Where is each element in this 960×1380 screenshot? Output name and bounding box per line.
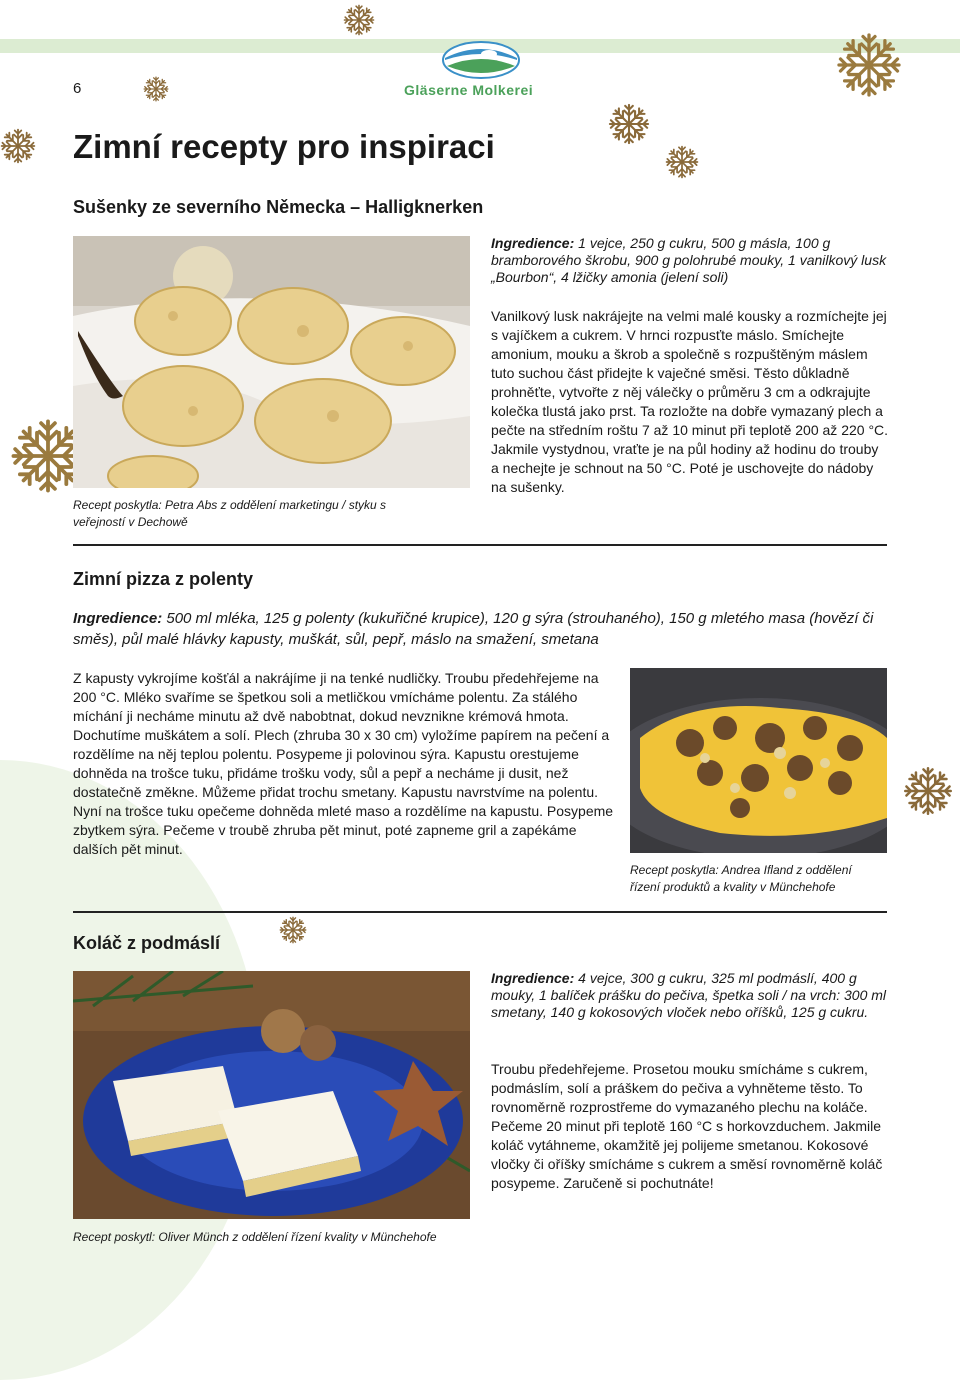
ingredients-text: 500 ml mléka, 125 g polenty (kukuřičné krupice), 120 g sýra (strouhaného), 150 g mletého masa (hovězí či směs), půl malé hlávky kapusty, muškát, sůl, pepř, máslo na smažení, smetana	[73, 610, 874, 648]
recipe-title: Koláč z podmáslí	[73, 933, 221, 953]
snowflake-icon	[665, 145, 699, 179]
ingredients-text: 1 vejce, 250 g cukru, 500 g másla, 100 g bramborového škrobu, 900 g polohrubé mouky, 1 vanilkový lusk „Bourbon“, 4 lžičky amonia (jelení soli)	[491, 235, 887, 285]
section-divider	[73, 544, 887, 546]
ingredients-label: Ingredience:	[491, 235, 575, 251]
recipe-ingredients	[491, 970, 889, 1021]
snowflake-icon	[903, 766, 953, 816]
recipe-title: Sušenky ze severního Německa – Halligknerken	[73, 197, 484, 217]
snowflake-icon	[836, 32, 902, 98]
cookies-photo	[73, 236, 470, 488]
page-title: Zimní recepty pro inspiraci	[73, 128, 495, 165]
snowflake-icon	[343, 4, 375, 36]
buttermilk-cake-photo	[73, 971, 470, 1219]
recipe-credit: Recept poskytla: Petra Abs z oddělení marketingu / styku s veřejností v Dechowě	[73, 498, 387, 529]
logo-icon	[441, 40, 521, 80]
recipe-credit: Recept poskytl: Oliver Münch z oddělení řízení kvality v Münchehofe	[73, 1230, 437, 1244]
recipe-instructions: Troubu předehřejeme. Prosetou mouku smícháme s cukrem, podmáslím, solí a práškem do pečiva a vyhněteme těsto. To rovnoměrně rozprostřeme do vymazaného plechu na koláče. Pečeme 20 minut při teplotě 160 °C s horkovzduchem. Jakmile koláč vytáhneme, okamžitě jej polijeme smetanou. Kokosové vločky či oříšky smícháme s cukrem a směsí rovnoměrně koláč posypeme. Zaručeně si pochutnáte!	[491, 1061, 883, 1191]
brand-name: Gläserne Molkerei	[404, 82, 534, 98]
recipe-ingredients	[491, 235, 889, 286]
recipe-title: Zimní pizza z polenty	[73, 569, 254, 589]
section-divider	[73, 911, 887, 913]
page-number: 6	[73, 80, 82, 97]
ingredients-text: 4 vejce, 300 g cukru, 325 ml podmáslí, 400 g mouky, 1 balíček prášku do pečiva, špetka soli / na vrch: 300 ml smetany, 140 g kokosových vloček nebo oříšků, 125 g cukru.	[491, 970, 887, 1020]
recipe-instructions: Z kapusty vykrojíme košťál a nakrájíme ji na tenké nudličky. Troubu předehřejeme na 200 °C. Mléko svaříme se špetkou soli a metličkou vmícháme polentu. Za stálého míchání ji necháme minutu až dvě nabobtnat, dokud nevznikne krémová hmota. Dochutíme muškátem a solí. Plech (zhruba 30 x 30 cm) vyložíme papírem na pečení a rozdělíme na něj teplou polentu. Posypeme ji polovinou sýra. Kapustu orestujeme dohněda na trošce tuku, přidáme trošku vody, sůl a pepř a necháme ji dusit, než dostatečně změkne. Můžeme přidat trochu smetany. Kapustu navrstvíme na polentu. Nyní na trošce tuku opečeme dohněda mleté maso a rozdělíme na kapustu. Posypeme zbytkem sýra. Pečeme v troubě zhruba pět minut, poté zapneme gril a zapékáme dalších pět minut.	[73, 670, 614, 857]
snowflake-icon	[143, 76, 169, 102]
brand-logo	[404, 40, 554, 100]
polenta-pizza-photo	[630, 668, 887, 853]
snowflake-icon	[279, 916, 307, 944]
recipe-ingredients	[73, 608, 887, 650]
ingredients-label: Ingredience:	[73, 610, 163, 627]
recipe-credit: Recept poskytla: Andrea Ifland z oddělení řízení produktů a kvality v Münchehofe	[630, 863, 852, 894]
recipe-instructions: Vanilkový lusk nakrájejte na velmi malé kousky a rozmíchejte jej s vajíčkem a cukrem. V hrnci rozpusťte máslo. Smíchejte amonium, mouku a škrob a společně s rozpuštěným máslem tuto suchou část přidejte k vaječné směsi. Těsto důkladně prohněťte, vytvořte z něj válečky o průměru 3 cm a odkrajujte kolečka tlustá jako prst. Ta rozložte na dobře vymazaný plech a pečte na středním roštu 7 až 10 minut při teplotě 200 až 220 °C. Jakmile vystydnou, vraťte je na půl hodiny až hodinu do trouby a nechejte je schnout na 50 °C. Poté je uschovejte do nádoby na sušenky.	[491, 308, 889, 495]
ingredients-label: Ingredience:	[491, 970, 575, 986]
snowflake-icon	[0, 128, 36, 164]
snowflake-icon	[608, 103, 650, 145]
